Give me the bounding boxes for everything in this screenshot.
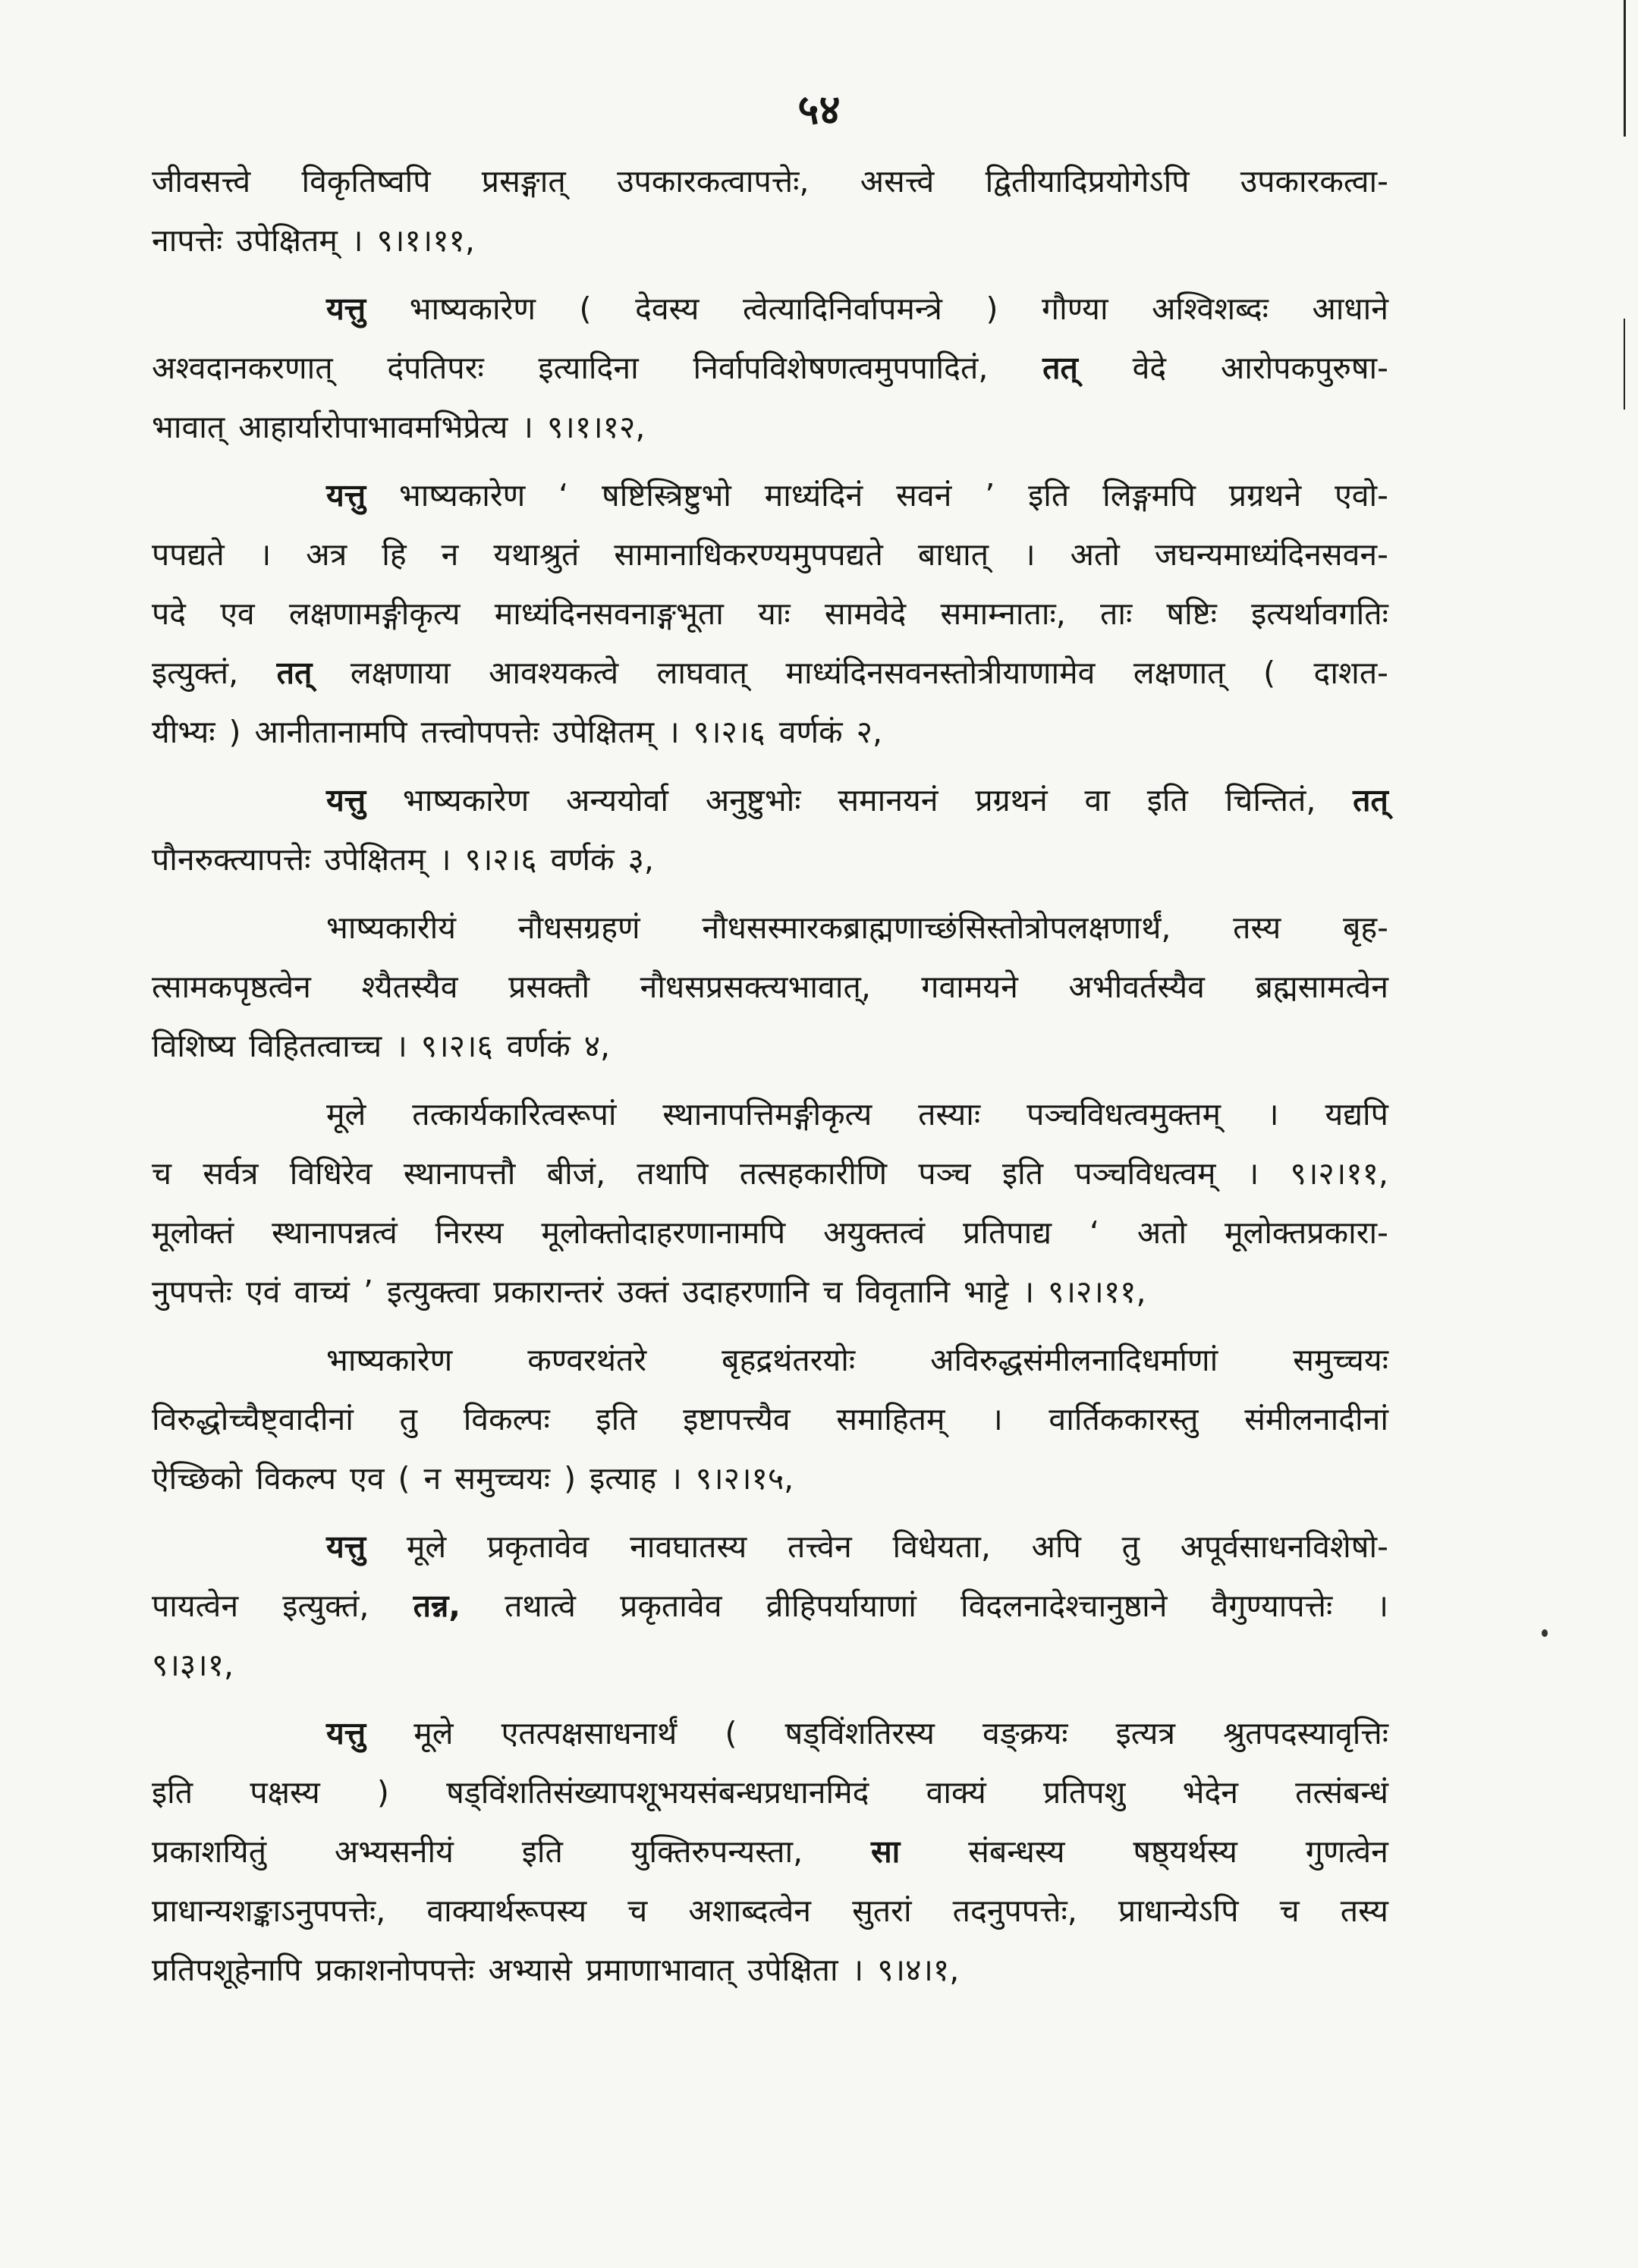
word: विकल्प [256,1460,337,1497]
word: इति [1001,1155,1044,1192]
word: इत्युक्तं, [152,655,239,691]
word: स्थानापत्तौ [403,1155,516,1192]
word: षष्टिस्त्रिष्टुभो [602,477,731,514]
text-line [152,1525,1388,1584]
page-number: ५४ [797,86,841,134]
word: गवामयने [921,969,1018,1005]
word: । [1247,1155,1259,1192]
word: । [1023,536,1036,573]
word: उपकारकत्वा- [1240,163,1388,199]
word: वेदे [1132,350,1167,386]
word: । [851,1952,864,1988]
word: प्रसक्तौ [508,969,590,1005]
word: उक्तं [617,1274,669,1310]
word: सर्वत्र [203,1155,259,1192]
word: नावघातस्य [630,1528,747,1565]
word: माध्यंदिनं [764,477,863,514]
word: बृहद्रथंतरयोः [722,1342,856,1378]
text-line [152,159,1388,218]
word: कण्वरथंतरे [527,1342,647,1378]
word: । [1376,1588,1388,1624]
word: विवृतानि [856,1274,951,1310]
word: सुतरां [852,1893,912,1929]
text-line [152,1770,1388,1830]
scan-speck [1542,1629,1548,1637]
word: व्रीहिपर्यायाणां [766,1588,916,1624]
text-line [152,592,1388,651]
text-line [152,710,1388,769]
word: तत्संबन्धं [1295,1774,1388,1811]
word: अविरुद्धसंमीलनादिधर्माणां [930,1342,1218,1378]
text-line [152,1643,1388,1702]
word: माध्यंदिनसवनाङ्गभूता [494,595,724,632]
word: प्रग्रथनं [975,782,1048,818]
word: तत् [1042,350,1078,386]
word: अभ्यसनीयं [334,1833,454,1870]
word: स्थानापत्तिमङ्गीकृत्य [662,1096,872,1132]
scan-edge-line [1624,0,1626,137]
paragraph-gap [152,769,1388,778]
word: ९।२।६ [420,1028,493,1064]
word: इत्युक्तं, [282,1588,369,1624]
word: ९।२।६ [693,714,766,750]
word: तदनुपपत्तेः, [952,1893,1077,1929]
word: पक्षस्य [250,1774,320,1811]
paragraph-gap [152,897,1388,906]
word: अशाब्दत्वेन [688,1893,812,1929]
word: मूलोक्तप्रकारा- [1225,1214,1388,1251]
word: अतो [1137,1214,1187,1251]
word: ‘ [1089,1214,1099,1251]
word: बाधात् [917,536,989,573]
word: त्सामकपृष्ठत्वेन [152,969,311,1005]
paragraph-gap [152,1329,1388,1338]
word: अभीवर्तस्यैव [1068,969,1205,1005]
word: इत्युक्त्वा [386,1274,479,1310]
word: प्रकाशनोपपत्तेः [315,1952,475,1988]
word: यत्तु [326,477,366,514]
word: प्रकृतावेव [620,1588,722,1624]
word: लाघवात् [656,655,748,691]
word: उदाहरणानि [682,1274,810,1310]
text-line [152,287,1388,346]
word: ९।२।६ [464,841,537,878]
word: अपूर्वसाधनविशेषो- [1180,1528,1388,1565]
word: नापत्तेः [152,222,223,259]
word: प्राधान्येऽपि [1118,1893,1239,1929]
word: यत्तु [326,782,366,818]
word: षड्विंशतिसंख्यापशूभयसंबन्धप्रधानमिदं [446,1774,869,1811]
word: बीजं, [546,1155,606,1192]
word: च [1279,1893,1300,1929]
word: ) [376,1774,389,1811]
word: ) [228,714,241,750]
word: समुच्चयः [454,1460,551,1497]
word: च [152,1155,172,1192]
word: ( [725,1715,737,1751]
word: प्रमाणाभावात् [585,1952,734,1988]
text-line [152,1211,1388,1270]
word: पपद्यते [152,536,225,573]
word: ताः [1099,595,1133,632]
word: अन्ययोर्वा [566,782,669,818]
word: ९।२।११, [1290,1155,1388,1192]
word: वार्तिककारस्तु [1049,1401,1199,1437]
word: न [423,1460,442,1497]
word: पौनरुक्त्यापत्तेः [152,841,311,878]
word: ३, [627,841,654,878]
word: वाक्यं [926,1774,986,1811]
word: श्रुतपदस्यावृत्तिः [1223,1715,1388,1751]
word: भाष्यकारेण [326,1342,453,1378]
word: विदलनादेश्चानुष्ठाने [960,1588,1168,1624]
word: इति [1028,477,1070,514]
word: प्रकारान्तरं [492,1274,604,1310]
word: समाहितम् [836,1401,945,1437]
word: भाष्यकारीयं [326,909,457,946]
word: प्रग्रथने [1228,477,1302,514]
word: आहार्यारोपाभावमभिप्रेत्य [238,409,508,445]
word: विशिष्य [152,1028,236,1064]
word: ’ [363,1274,373,1310]
word: प्रकाशयितुं [152,1833,267,1870]
word: वा [1084,782,1110,818]
word: यथाश्रुतं [493,536,580,573]
word: उपेक्षितम् [552,714,655,750]
word: अभ्यासे [488,1952,572,1988]
text-line [152,473,1388,532]
text-line [152,837,1388,897]
text-line [152,1889,1388,1948]
word: जघन्यमाध्यंदिनसवन- [1154,536,1388,573]
word: चिन्तितं, [1225,782,1316,818]
word: इति [521,1833,563,1870]
word: वर्णकं [778,714,843,750]
text-line [152,651,1388,710]
word: विहितत्वाच्च [249,1028,382,1064]
text-line [152,778,1388,837]
word: वाक्यार्थरूपस्य [426,1893,587,1929]
word: भाष्यकारेण [402,782,530,818]
word: षष्टिः [1166,595,1217,632]
word: इति [596,1401,637,1437]
word: युक्तिरुपन्यस्ता, [630,1833,803,1870]
word: निर्वापविशेषणत्वमुपपादितं, [693,350,989,386]
word: तत्कार्यकारित्वरूपां [412,1096,617,1132]
text-line [152,346,1388,405]
word: याः [758,595,791,632]
word: ९।१।१२, [546,409,646,445]
word: प्रकृतावेव [486,1528,589,1565]
text-line [152,1456,1388,1516]
text-line [152,405,1388,464]
word: गुणत्वेन [1305,1833,1388,1870]
text-line [152,965,1388,1024]
word: । [668,714,680,750]
word: एव [220,595,255,632]
word: । [670,1460,682,1497]
word: भाष्यकारेण [398,477,526,514]
word: विधिरेव [289,1155,373,1192]
word: तत्त्वोपपत्तेः [420,714,539,750]
word: इत्यर्थावगतिः [1251,595,1388,632]
word: तत्त्वेन [787,1528,852,1565]
word: स्थानापन्नत्वं [272,1214,398,1251]
word: सा [870,1833,901,1870]
word: विधेयता, [892,1528,991,1565]
word: मूले [413,1715,454,1751]
word: एवं [245,1274,281,1310]
word: ९।१।११, [376,222,475,259]
word: विकृतिष्वपि [301,163,431,199]
text-line [152,1338,1388,1397]
word: इत्याह [589,1460,657,1497]
word: तस्य [1340,1893,1388,1929]
word: समुच्चयः [1293,1342,1388,1378]
word: ९।२।११, [1048,1274,1146,1310]
word: मूले [326,1096,366,1132]
word: न [441,536,459,573]
word: तत् [1353,782,1388,818]
word: दंपतिपरः [387,350,484,386]
word: ) [564,1460,577,1497]
word: पदे [152,595,187,632]
word: पञ्चविधत्वम् [1074,1155,1216,1192]
word: वर्णकं [550,841,615,878]
word: त्वेत्यादिनिर्वापमन्त्रे [742,291,942,327]
word: लक्षणाया [350,655,451,691]
word: वैगुण्यापत्तेः [1211,1588,1333,1624]
word: विरुद्धोच्चैष्ट्वादीनां [152,1401,354,1437]
word: अश्विशब्दः [1152,291,1269,327]
word: यत्तु [326,1715,366,1751]
word: ९।२।१५, [695,1460,794,1497]
word: आरोपकपुरुषा- [1220,350,1388,386]
word: उपेक्षितम् [236,222,338,259]
word: उपकारकत्वापत्तेः, [617,163,810,199]
word: ४, [583,1028,611,1064]
word: ऐच्छिको [152,1460,243,1497]
word: ‘ [558,477,569,514]
word: । [439,841,451,878]
word: आनीतानामपि [254,714,407,750]
word: लक्षणामङ्गीकृत्य [288,595,461,632]
word: पञ्च [918,1155,971,1192]
word: । [259,536,272,573]
word: च [822,1274,843,1310]
word: वाच्यं [294,1274,350,1310]
word: संबन्धस्य [968,1833,1065,1870]
word: । [395,1028,407,1064]
word: नौधसप्रसक्त्यभावात्, [640,969,871,1005]
word: प्रतिपाद्य [963,1214,1052,1251]
word: षड्विंशतिरस्य [784,1715,935,1751]
text-line [152,218,1388,278]
word: मूलोक्तोदाहरणानामपि [541,1214,786,1251]
word: एतत्पक्षसाधनार्थं [501,1715,678,1751]
text-line [152,1830,1388,1889]
word: समाम्नाताः, [940,595,1066,632]
word: । [1266,1096,1279,1132]
word: यत्तु [326,291,366,327]
word: ९।३।१, [152,1647,234,1683]
word: मूले [406,1528,447,1565]
word: तन्न, [413,1588,461,1624]
word: यीभ्यः [152,714,215,750]
word: निरस्य [435,1214,504,1251]
commentary-text [152,159,1388,2007]
word: ( [579,291,592,327]
word: उपेक्षिता [747,1952,838,1988]
word: दाशत- [1313,655,1388,691]
text-line [152,906,1388,965]
text-line [152,1397,1388,1456]
word: विकल्पः [463,1401,550,1437]
text-line [152,1151,1388,1211]
word: जीवसत्त्वे [152,163,251,199]
word: अश्वदानकरणात् [152,350,333,386]
word: इष्टापत्त्यैव [683,1401,791,1437]
word: इत्यत्र [1115,1715,1176,1751]
word: हि [382,536,407,573]
word: देवस्य [635,291,700,327]
word: इत्यादिना [538,350,639,386]
word: षष्ठ्यर्थस्य [1133,1833,1237,1870]
word: ( [1263,655,1276,691]
word: तत्सहकारीणि [739,1155,888,1192]
word: तु [399,1401,417,1437]
word: एवो- [1335,477,1388,514]
word: तस्याः [918,1096,981,1132]
word: द्वितीयादिप्रयोगेऽपि [985,163,1190,199]
word: अनुष्टुभोः [705,782,801,818]
word: वर्णकं [506,1028,571,1064]
word: । [521,409,533,445]
word: वङ्क्रयः [982,1715,1068,1751]
word: प्रसङ्गात् [481,163,566,199]
word: तथात्वे [505,1588,576,1624]
text-line [152,1270,1388,1329]
word: भावात् [152,409,225,445]
word: सामानाधिकरण्यमुपपद्यते [614,536,883,573]
scan-edge-line [1624,319,1625,410]
word: पायत्वेन [152,1588,239,1624]
word: मूलोक्तं [152,1214,234,1251]
word: ब्रह्मसामत्वेन [1255,969,1388,1005]
word: तत् [276,655,313,691]
text-line [152,532,1388,592]
word: यत्तु [326,1528,366,1565]
text-line [152,1024,1388,1083]
word: श्यैतस्यैव [361,969,458,1005]
word: एव [350,1460,385,1497]
word: लक्षणात् [1133,655,1225,691]
word: २, [856,714,882,750]
word: भाट्टे [964,1274,1009,1310]
word: । [351,222,363,259]
word: प्रतिपशूहेनापि [152,1952,302,1988]
text-line [152,1711,1388,1770]
text-line [152,1948,1388,2007]
paragraph-gap [152,1516,1388,1525]
word: बृह- [1343,909,1388,946]
word: । [1022,1274,1035,1310]
word: ( [398,1460,410,1497]
word: आधाने [1312,291,1388,327]
word: अतो [1070,536,1120,573]
paragraph-gap [152,464,1388,473]
word: आवश्यकत्वे [489,655,619,691]
word: संमीलनादीनां [1244,1401,1388,1437]
word: इति [1146,782,1188,818]
paragraph-gap [152,278,1388,287]
text-line [152,1584,1388,1643]
word: तथापि [637,1155,709,1192]
word: सामवेदे [824,595,907,632]
word: ) [986,291,998,327]
word: पञ्चविधत्वमुक्तम् [1027,1096,1221,1132]
word: भाष्यकारेण [409,291,536,327]
word: प्राधान्यशङ्काऽनुपपत्तेः, [152,1893,386,1929]
word: समानयनं [838,782,938,818]
word: भेदेन [1182,1774,1238,1811]
word: तस्य [1233,909,1281,946]
word: उपेक्षितम् [324,841,426,878]
word: नौधसग्रहणं [517,909,640,946]
word: इति [152,1774,193,1811]
word: असत्त्वे [860,163,935,199]
word: । [991,1401,1003,1437]
word: नुपपत्तेः [152,1274,232,1310]
word: ९।४।१, [877,1952,960,1988]
word: अपि [1031,1528,1081,1565]
word: अत्र [306,536,347,573]
word: च [627,1893,648,1929]
word: माध्यंदिनसवनस्तोत्रीयाणामेव [785,655,1096,691]
word: गौण्या [1042,291,1108,327]
word: सवनं [896,477,952,514]
word: ’ [985,477,995,514]
word: नौधसस्मारकब्राह्मणाच्छंसिस्तोत्रोपलक्षणार्थं, [702,909,1171,946]
word: लिङ्गमपि [1102,477,1196,514]
paragraph-gap [152,1702,1388,1711]
word: यद्यपि [1325,1096,1388,1132]
paragraph-gap [152,1083,1388,1092]
word: तु [1121,1528,1140,1565]
word: प्रतिपशु [1042,1774,1126,1811]
text-line [152,1092,1388,1151]
word: अयुक्तत्वं [823,1214,926,1251]
